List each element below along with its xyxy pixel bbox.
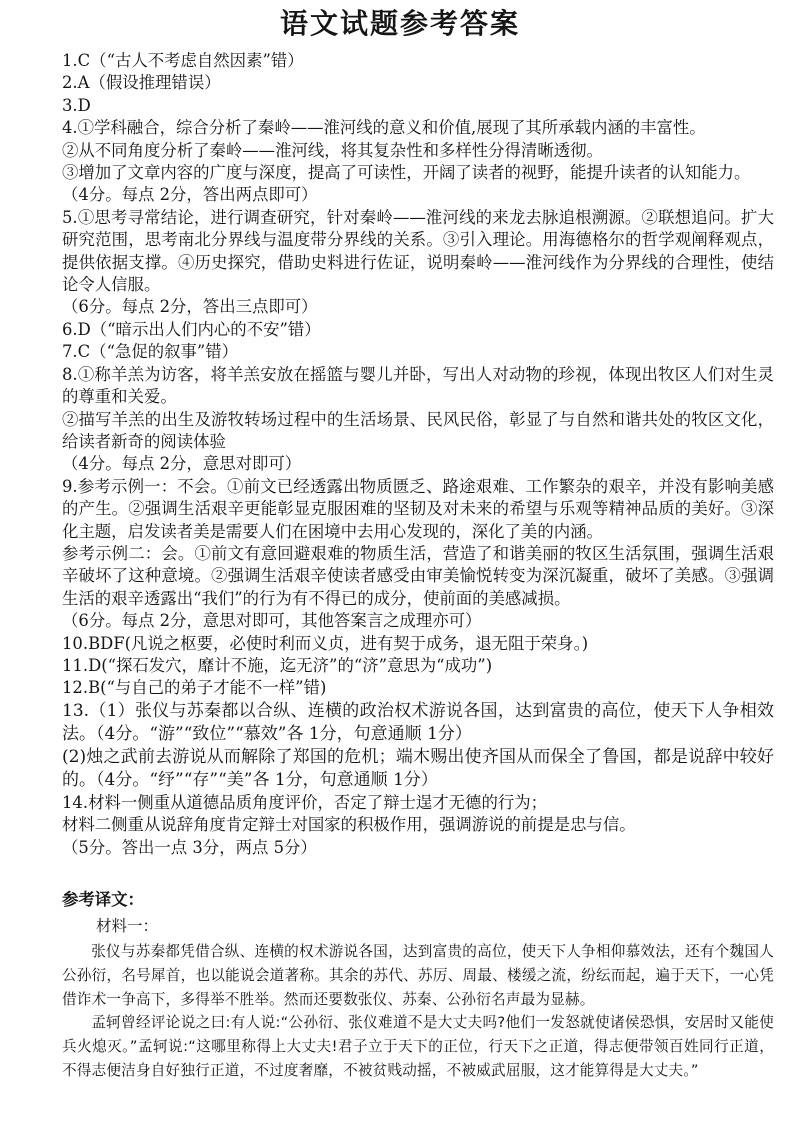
answer-6: 6.D（“暗示出人们内心的不安”错）: [62, 319, 321, 339]
answer-12: 12.B(“与自己的弟子才能不一样”错): [62, 678, 327, 698]
answer-list: [62, 50, 774, 859]
translation-paragraph-1: 张仪与苏秦都凭借合纵、连横的权术游说各国，达到富贵的高位，使天下人争相仰慕效法，还有个魏国人公孙衍，名号犀首，也以能说会道著称。其余的苏代、苏厉、周最、楼缓之流，纷纭而起，遍于天下，一心凭借诈术一争高下，多得举不胜举。然而还要数张仪、苏秦、公孙衍名声最为显赫。: [62, 943, 774, 1008]
answer-4-point-3: ③增加了文章内容的广度与深度，提高了可读性，开阔了读者的视野，能提升读者的认知能力。: [62, 163, 751, 183]
answer-2: 2.A（假设推理错误）: [62, 73, 221, 93]
reference-translation: [62, 888, 774, 1083]
material-label: 材料一：: [96, 917, 159, 935]
translation-paragraph-2: 孟轲曾经评论说之曰:有人说:“公孙衍、张仪难道不是大丈夫吗?他们一发怒就使诸侯恐惧，安居时又能使兵火熄灭。”孟轲说:“这哪里称得上大丈夫!君子立于天下的正位，行天下之正道，得志便带领百姓同行正道，不得志便洁身自好独行正道，不过度奢靡，不被贫贱动摇，不被威武屈服，这才能算得是大丈夫。”: [62, 1014, 774, 1079]
answer-9-example-1: 9.参考示例一：不会。①前文已经透露出物质匮乏、路途艰难、工作繁杂的艰辛，并没有影响美感的产生。②强调生活艰辛更能彰显克服困难的坚韧及对未来的希望与乐观等精神品质的美好。③深化主题，启发读者美是需要人们在困境中去用心发现的，深化了美的内涵。: [62, 476, 774, 541]
answer-13-part-2: (2)烛之武前去游说从而解除了郑国的危机；端木赐出使齐国从而保全了鲁国，都是说辞中较好的。（4分。“纾”“存”“美”各 1分，句意通顺 1分）: [62, 746, 774, 790]
answer-14-material-2: 材料二侧重从说辞角度肯定辩士对国家的积极作用，强调游说的前提是忠与信。: [62, 815, 636, 835]
answer-8-point-2: ②描写羊羔的出生及游牧转场过程中的生活场景、民风民俗，彰显了与自然和谐共处的牧区文化，给读者新奇的阅读体验: [62, 409, 774, 451]
answer-7: 7.C（“急促的叙事”错）: [62, 342, 239, 362]
answer-4-point-2: ②从不同角度分析了秦岭——淮河线，将其复杂性和多样性分得清晰透彻。: [62, 140, 603, 160]
answer-5: 5.①思考寻常结论，进行调查研究，针对秦岭——淮河线的来龙去脉追根溯源。②联想追问。扩大研究范围，思考南北分界线与温度带分界线的关系。③引入理论。用海德格尔的哲学观阐释观点，提供依据支撑。④历史探究，借助史料进行佐证，说明秦岭——淮河线作为分界线的合理性，使结论令人信服。: [62, 207, 774, 295]
answer-14-scoring: （5分。答出一点 3分，两点 5分）: [62, 837, 317, 857]
answer-10: 10.BDF(凡说之枢要，必使时利而义贞，进有契于成务，退无阻于荣身。): [62, 633, 589, 653]
answer-9-scoring: （6分。每点 2分，意思对即可，其他答案言之成理亦可）: [62, 611, 482, 631]
answer-13-part-1: 13.（1）张仪与苏秦都以合纵、连横的政治权术游说各国，达到富贵的高位，使天下人争相效法。（4分。“游”“致位”“慕效”各 1分，句意通顺 1分）: [62, 700, 774, 744]
answer-4-point-1: 4.①学科融合，综合分析了秦岭——淮河线的意义和价值,展现了其所承载内涵的丰富性。: [62, 118, 706, 138]
answer-9-example-2: 参考示例二：会。①前文有意回避艰难的物质生活，营造了和谐美丽的牧区生活氛围，强调生活艰辛破坏了这种意境。②强调生活艰辛使读者感受由审美愉悦转变为深沉凝重，破坏了美感。③强调生活的艰辛透露出“我们”的行为有不得已的成分，使前面的美感减损。: [62, 543, 774, 608]
translation-heading: 参考译文：: [62, 890, 144, 909]
answer-5-scoring: （6分。每点 2分，答出三点即可）: [62, 297, 318, 317]
answer-8-scoring: （4分。每点 2分，意思对即可）: [62, 454, 302, 474]
answer-11: 11.D(“探石发穴，靡计不施，迄无济”的“济”意思为“成功”): [62, 655, 493, 675]
answer-8-point-1: 8.①称羊羔为访客，将羊羔安放在摇篮与婴儿并卧，写出人对动物的珍视，体现出牧区人们对生灵的尊重和关爱。: [62, 364, 774, 407]
answer-1: 1.C（“古人不考虑自然因素”错）: [62, 51, 304, 70]
answer-14-material-1: 14.材料一侧重从道德品质角度评价，否定了辩士逞才无德的行为；: [62, 792, 548, 812]
answer-4-scoring: （4分。每点 2分，答出两点即可）: [62, 185, 318, 205]
answer-3: 3.D: [62, 95, 91, 115]
page-title: 语文试题参考答案: [279, 7, 520, 40]
